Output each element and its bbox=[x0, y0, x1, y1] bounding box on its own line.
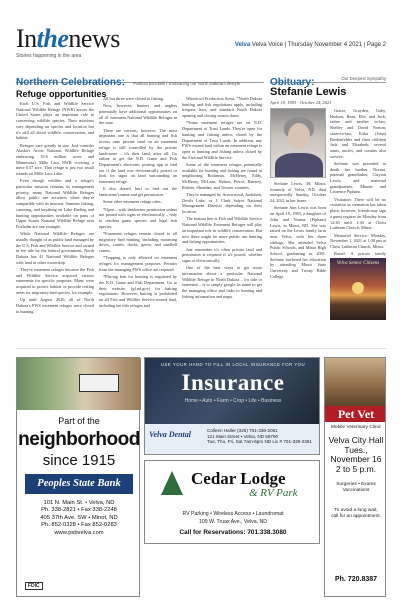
section-bar-celebrations bbox=[16, 72, 264, 88]
bank-address bbox=[17, 500, 141, 537]
paragraph: Some of the easement refuges potentially available for hunting and fishing are found in neighboring Bottineau, McHenry, Eddy, McHenry, McLean, Nelson, Pierce, Ramsey, Rolette, Sheridan, and Towner counties. bbox=[182, 161, 262, 190]
ad-address: 109 W. Truax Ave., Velva, ND bbox=[199, 519, 267, 525]
portrait-shoulders bbox=[275, 153, 323, 178]
text-line: Ph. 338-2821 • Fax 338-2248 bbox=[41, 507, 117, 514]
section-bar-obituary bbox=[270, 72, 386, 88]
cedar-lodge-ad[interactable] bbox=[144, 460, 320, 544]
ad-tagline: USE YOUR HAND TO FILL IN LOCAL INSURANCE FOR YOU bbox=[160, 362, 306, 367]
paragraph: Stefanie was preceded in death her brother Norma, paternal grandfather, Clayton Lewis, and maternal grandparents, Minnie and Laurence Pipham. bbox=[330, 160, 386, 195]
ad-phone: Call for Reservations: 701.338.3080 bbox=[179, 529, 287, 536]
text-line: 121 Main Street • Velva, ND 58790 bbox=[207, 433, 279, 439]
paragraph: All but three were closed to fishing. bbox=[103, 96, 165, 101]
bank-logo: Peoples State Bank bbox=[25, 474, 133, 494]
paragraph: Even though wildlife and a refuge's particular mission remains its management priority, many National Wildlife Refuges allow public use activities when they're compatible with its mission. Summer fishing, canoeing, and kayaking on Lake Darling and hunting opportunities available on parts of Upper Souris National Wildlife Refuge near Foxholm are one example. bbox=[16, 178, 94, 229]
text-line: Ph. 852-0328 • Fax 852-0283 bbox=[41, 522, 117, 529]
pet-vet-ad[interactable] bbox=[324, 357, 386, 597]
ad-subtitle: Mobile Veterinary Clinic bbox=[330, 425, 382, 430]
text-line: Tue, Thu, Fri, Sat 7am-5pm ND Lic # 701-338-2361 bbox=[207, 439, 312, 445]
bank-sign bbox=[79, 374, 119, 392]
text-line: 405 37th Ave. SW • Minot, ND bbox=[40, 514, 118, 521]
paragraph: Just remember it's often private land and permission is required if it's posted, whether signs or electronically. bbox=[182, 246, 262, 263]
ad-subtitle: & RV Park bbox=[249, 487, 298, 499]
ad-headline: Cedar Lodge bbox=[191, 469, 286, 488]
paragraph: *Open – with landowner permission unless not posted with signs or electronically – only to resident game species and legal fish species. bbox=[99, 206, 177, 229]
paragraph: Now, however, hunters and anglers potentially have additional opportunities on all 41 easement National Wildlife Refuges in the state. bbox=[99, 103, 177, 126]
agency-contact bbox=[207, 428, 312, 445]
ad-subtitle: Home • Auto • Farm • Crop • Life • Business bbox=[184, 398, 282, 404]
section-title: Northern Celebrations: bbox=[16, 77, 125, 88]
story-column-3 bbox=[182, 96, 262, 346]
obituary-name: Stefanie Lewis bbox=[270, 86, 347, 98]
bank-building-photo bbox=[17, 358, 141, 410]
ad-location: Velva City Hall Tues., November 16 bbox=[328, 435, 384, 464]
text-line: www.psbvelva.com bbox=[54, 529, 104, 536]
paragraph: It also doesn't hurt to find out the landowner's name and get permission. bbox=[99, 186, 177, 198]
paragraph: While National Wildlife Refuges are usually thought of as public land managed by the U.S. Fish and Wildlife Service and owned in fee title by the federal government, North Dakota has 41 National Wildlife Refuges with land in other ownership. bbox=[16, 231, 94, 265]
bank-ad[interactable] bbox=[16, 357, 140, 597]
tree-icon bbox=[155, 471, 189, 497]
section-subtitle: Patricia Brockelli / Embracing our North Dakota Lifestyle bbox=[133, 81, 241, 86]
ad-phone: Ph. 720.8387 bbox=[334, 576, 378, 583]
paragraph: The bottom line is Fish and Wildlife Service National Wildlife Easement Refuges still play an important role in wildlife conservation. But now there might be more public use hunting and fishing opportunities. bbox=[182, 216, 262, 245]
ad-services: Surgeries • Exams Vaccinations bbox=[336, 482, 376, 493]
text-line: 101 N. Main St. • Velva, ND bbox=[43, 500, 115, 506]
newspaper-logo: Inthenews bbox=[16, 24, 120, 53]
section-title: Obituary: bbox=[270, 77, 315, 88]
paragraph: Stefanie Ann Lewis was born on April 18, 1983, a daughter of John and Norma (Pipham) Lewis, in Minot, ND. She was raised on the Lewis family farm near Velva, with her three siblings. She attended Velva Public Schools, and Minot High School, graduating in 2001. Stefanie furthered her education by attending Minot State University and Trinity Bible College. bbox=[270, 205, 326, 279]
paragraph: Burial: A private family bbox=[334, 251, 386, 256]
divider bbox=[16, 348, 386, 349]
ad-line: Part of the bbox=[58, 416, 100, 426]
insurance-ad[interactable] bbox=[144, 357, 320, 455]
story-headline: Refuge opportunities bbox=[16, 89, 107, 99]
issue-line: Velva Velva Voice | Thursday November 4 2021 | Page 2 bbox=[234, 42, 386, 48]
section-subtitle: Our Deepest Sympathy bbox=[341, 76, 386, 81]
story-column-1 bbox=[16, 101, 94, 345]
agency-logo: Velva Dental bbox=[149, 430, 191, 439]
sunset-photo bbox=[330, 258, 386, 320]
paragraph: Stefanie Lewis, 38, Minot, formerly of Velva, ND, died unexpectedly Sunday, October 24, 2021 in her home. bbox=[270, 181, 326, 204]
masthead bbox=[16, 26, 386, 66]
paragraph: One of the best ways to get more information about a particular National Wildlife Refuge in North Dakota – for title or easement – is to simply google its name to get the managing office and links to hunting and fishing information and maps. bbox=[182, 265, 262, 299]
paragraph: *Trapping is only allowed on easement refuges for management purposes. Permits from the managing FWS office are required. bbox=[99, 255, 177, 272]
ad-headline: Pet Vet bbox=[325, 406, 386, 422]
ad-headline: neighborhood bbox=[18, 429, 140, 450]
paragraph: Waterfowl Production Areas. *North Dakota hunting and fish regulations apply, including trespass laws, and standard North Dakota opening and closing season dates. bbox=[182, 96, 262, 119]
paragraph: *Placing bait for hunting is regulated by the N.D. Game and Fish Department. Go to their website. (gf.nd.gov) for baiting regulations. However, baiting is prohibited on all Fish and Wildlife Service-owned land, including fee title refuges and bbox=[99, 274, 177, 308]
paragraph: *Easement refuges remain closed to all migratory bird hunting, including mourning doves, cranes, ducks, geese, and sandhill cranes. bbox=[99, 231, 177, 254]
tagline: Stories happening in the area bbox=[16, 53, 82, 59]
portrait-face bbox=[288, 123, 310, 149]
ad-line: since 1915 bbox=[42, 452, 116, 469]
obituary-column-2 bbox=[330, 108, 386, 256]
paragraph: There are caveats, however. The most important one is that all hunting and fish access onto private land on an easement refuge is still controlled by the private landowner – it's their land, after all. Go online to get the N.D. Game and Fish Department's electronic posting app to find out if the land was electronically posted or look for signs on land surrounding an easement refuge. bbox=[99, 127, 177, 185]
paragraph: Each U.S. Fish and Wildlife Service National Wildlife Refuge (NWR) across the United States plays an important role in conserving wildlife species. Their missions vary depending on species and location but it's still all about wildlife, conservation, and habitat. bbox=[16, 101, 94, 141]
obituary-portrait bbox=[270, 108, 326, 178]
paragraph: *Some easement refuges are on N.D. Department of Trust Lands. They're open for hunting and fishing unless closed by the Department of Trust Lands. In addition, any FWS-owned land within an easement refuge is open to hunting and fishing unless closed by the Fish and Wildlife Service. bbox=[182, 120, 262, 160]
paragraph: They're easement refuges because the Fish and Wildlife Service acquired various easements for specific purposes. Many were acquired to protect habitat or provide resting areas for migratory bird species, for example. bbox=[16, 267, 94, 295]
paragraph: They're managed by Arrowwood, Audubon, Devils Lake, or J. Clark Salyer National Management Districts depending on their location. bbox=[182, 192, 262, 215]
paragraph: Memorial Service: Monday, November 1, 2021 at 1:30 pm at Christ Lutheran Church, Minot. bbox=[330, 232, 386, 249]
paragraph: Visitation: There will be no visitation as cremation has taken place, however, friends may sign a guest register on Monday from 12:30 until 1:30 at Christ Lutheran Church, Minot. bbox=[330, 196, 386, 231]
paragraph: Up until August 2020, all of North Dakota's FWS easement refuges were closed to hunting. bbox=[16, 297, 94, 314]
pet-photo bbox=[325, 358, 386, 406]
ad-time: 2 to 5 p.m. bbox=[335, 464, 377, 474]
obituary-column-1 bbox=[270, 181, 326, 319]
ad-cta: To avoid a long wait, call for an appointment. bbox=[331, 508, 381, 519]
sun-shape bbox=[352, 282, 364, 294]
photo-caption: Velva Senior Citizens bbox=[336, 261, 380, 266]
paragraph: Refuges vary greatly in size. Just consider Alaska's Arctic National Wildlife Refuge embracing 19.6 million acres and Minnesota's Mille Lacs NWR covering a mere 0.57 acre. That refuge is just two small islands on Mille Lacs Lake. bbox=[16, 142, 94, 177]
fdic-logo: FDIC bbox=[25, 582, 43, 590]
ad-headline: Insurance bbox=[181, 370, 285, 395]
obituary-dates: April 18, 1983 - October 24, 2021 bbox=[270, 100, 332, 105]
story-column-2 bbox=[99, 96, 177, 346]
paragraph: Some other easement refuge rules: bbox=[103, 199, 162, 205]
ad-line: RV Parking • Wireless Access • Laundromat bbox=[182, 511, 284, 517]
text-line: Colleen Haller (325) 701-336-2061 bbox=[207, 428, 278, 433]
paragraph: Gracie, Grayden, Gaby, Hudson, Beau, Elle, and Jack; father and mother in-law, Shelley and David Norton; sister-in-law, Erika (John) Bredenfelder and their children Jack and Elizabeth; several aunts, uncles, and cousins also survive. bbox=[330, 108, 386, 159]
